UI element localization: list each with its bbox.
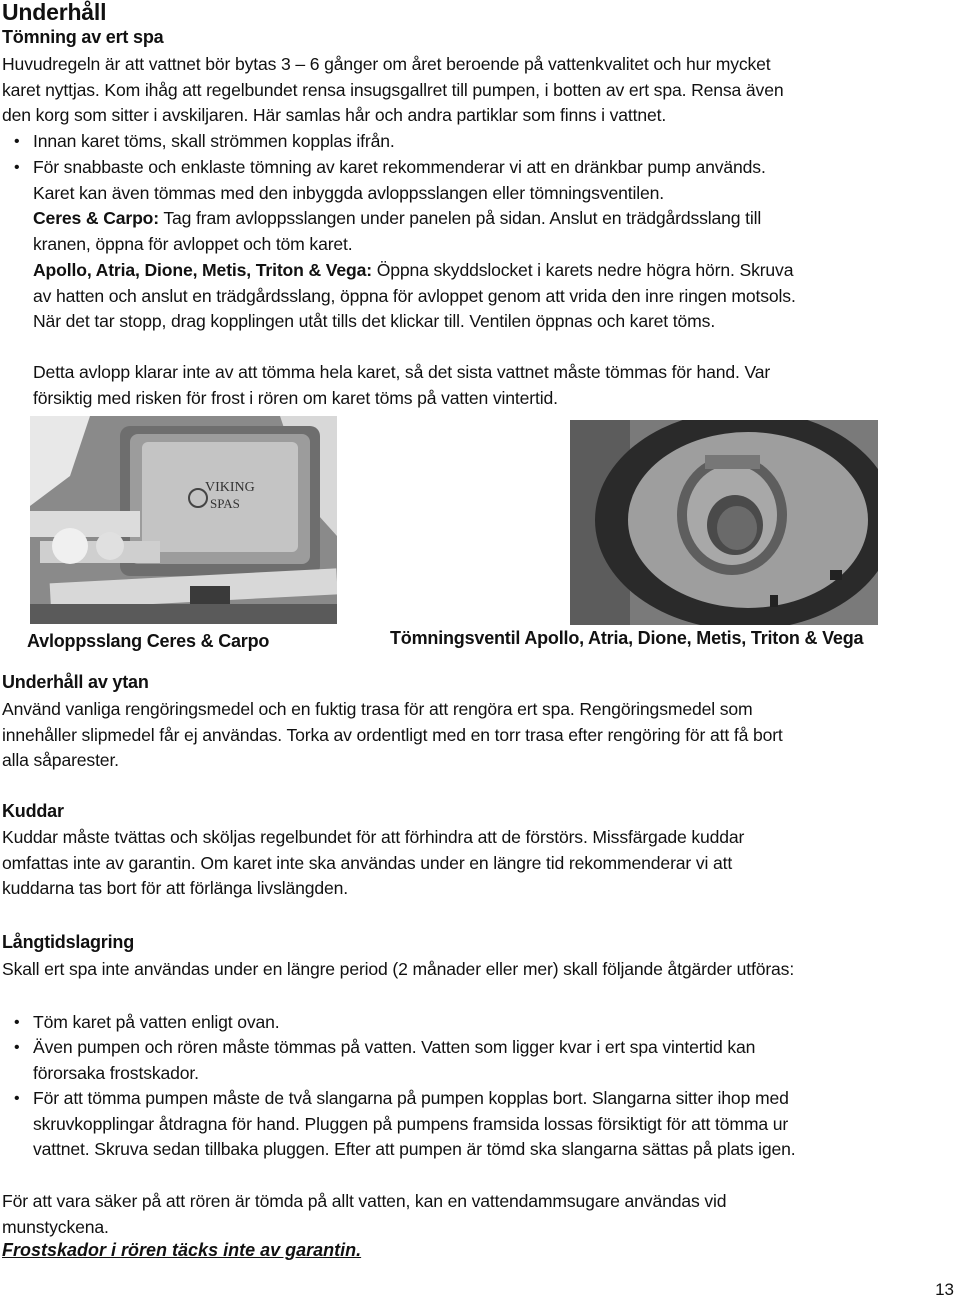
bullet-empty-pump — [33, 1086, 933, 1163]
logo-text-viking: VIKING — [205, 480, 255, 495]
caption-right: Tömningsventil Apollo, Atria, Dione, Metis, Triton & Vega — [390, 628, 864, 648]
bullet-dot: • — [14, 1039, 20, 1056]
heading-emptying: Tömning av ert spa — [2, 27, 164, 47]
paragraph-ceres-carpo — [33, 206, 933, 257]
text-line: den korg som sitter i avskiljaren. Här samlas hår och andra partiklar som finns i vattnet. — [2, 105, 667, 126]
photo-drain-valve-image — [570, 420, 878, 625]
heading-storage: Långtidslagring — [2, 932, 135, 952]
text-drain-hose: Karet kan även tömmas med den inbyggda avloppsslangen eller tömningsventilen. — [33, 183, 665, 203]
photo-drain-hose — [30, 416, 337, 624]
text-line: Huvudregeln är att vattnet bör bytas 3 – 6 gånger om året beroende på vattenkvalitet och hur mycket — [2, 54, 771, 74]
text-line: alla såparester. — [2, 750, 119, 771]
model-label-ceres: Ceres & Carpo: — [33, 208, 159, 228]
heading-pillows: Kuddar — [2, 801, 64, 821]
text-line: Även pumpen och rören måste tömmas på vatten. Vatten som ligger kvar i ert spa vintertid kan — [33, 1037, 756, 1057]
bullet-power-off: Innan karet töms, skall strömmen kopplas ifrån. — [33, 131, 395, 151]
paragraph-emptying-intro — [2, 52, 948, 129]
paragraph-apollo — [33, 258, 958, 335]
bullet-dot: • — [14, 159, 20, 176]
paragraph-storage-outro — [2, 1189, 948, 1240]
text-line: innehåller slipmedel får ej användas. Torka av ordentligt med en torr trasa efter rengöring för att få bort — [2, 724, 783, 745]
bullet-dot: • — [14, 1090, 20, 1107]
text-line: förorsaka frostskador. — [33, 1062, 199, 1083]
bullet-empty-tub: Töm karet på vatten enligt ovan. — [33, 1012, 280, 1032]
paragraph-pillows — [2, 825, 948, 902]
model-label-apollo: Apollo, Atria, Dione, Metis, Triton & Vega: — [33, 260, 372, 280]
text-line: omfattas inte av garantin. Om karet inte ska användas under en längre tid rekommenderar vi att — [2, 852, 733, 873]
text-line: skruvkopplingar åtdragna för hand. Pluggen på pumpens framsida lossas försiktigt för att tömma ur — [33, 1113, 789, 1134]
bullet-empty-pipes — [33, 1035, 933, 1086]
heading-surface: Underhåll av ytan — [2, 672, 149, 692]
text-line: kuddarna tas bort för att förlänga livslängden. — [2, 878, 349, 899]
text-line: För att tömma pumpen måste de två slangarna på pumpen kopplas bort. Slangarna sitter ihop med — [33, 1088, 789, 1108]
bullet-dot: • — [14, 1014, 20, 1031]
warranty-warning: Frostskador i rören täcks inte av garantin. — [2, 1240, 362, 1260]
page-number: 13 — [935, 1280, 954, 1299]
page-title: Underhåll — [2, 0, 107, 25]
photo-drain-valve — [570, 420, 878, 625]
text-storage-intro: Skall ert spa inte användas under en längre period (2 månader eller mer) skall följande åtgärder utföras: — [2, 959, 795, 979]
paragraph-note — [33, 360, 958, 411]
text-line: försiktig med risken för frost i rören om karet töms på vatten vintertid. — [33, 387, 558, 408]
bullet-dot: • — [14, 133, 20, 150]
text-line: Öppna skyddslocket i karets nedre högra hörn. Skruva — [376, 260, 794, 280]
text-line: karet nyttjas. Kom ihåg att regelbundet rensa insugsgallret till pumpen, i botten av ert spa. Rensa även — [2, 79, 784, 100]
logo-text-spas: SPAS — [210, 496, 240, 511]
text-line: Använd vanliga rengöringsmedel och en fuktig trasa för att rengöra ert spa. Rengöringsmedel som — [2, 699, 753, 719]
text-line: Kuddar måste tvättas och sköljas regelbundet för att förhindra att de förstörs. Missfärgade kuddar — [2, 827, 745, 847]
photo-drain-hose-image — [30, 416, 337, 624]
text-line: av hatten och anslut en trädgårdsslang, öppna för avloppet genom att vrida den inre ringen motsols. — [33, 285, 796, 306]
text-line: När det tar stopp, drag kopplingen utåt tills det klickar till. Ventilen öppnas och karet töms. — [33, 311, 716, 332]
text-line: För att vara säker på att rören är tömda på allt vatten, kan en vattendammsugare användas vid — [2, 1191, 727, 1211]
bullet-submersible-pump: För snabbaste och enklaste tömning av karet rekommenderar vi att en dränkbar pump används. — [33, 157, 766, 177]
text-line: Detta avlopp klarar inte av att tömma hela karet, så det sista vattnet måste tömmas för hand. Var — [33, 362, 771, 382]
text-line: Tag fram avloppsslangen under panelen på sidan. Anslut en trädgårdsslang till — [163, 208, 762, 228]
text-line: kranen, öppna för avloppet och töm karet. — [33, 233, 353, 254]
caption-left: Avloppsslang Ceres & Carpo — [27, 631, 270, 651]
text-line: munstyckena. — [2, 1216, 109, 1237]
paragraph-surface — [2, 697, 948, 774]
text-line: vattnet. Skruva sedan tillbaka pluggen. Efter att pumpen är tömd ska slangarna sättas på plats igen. — [33, 1139, 796, 1160]
